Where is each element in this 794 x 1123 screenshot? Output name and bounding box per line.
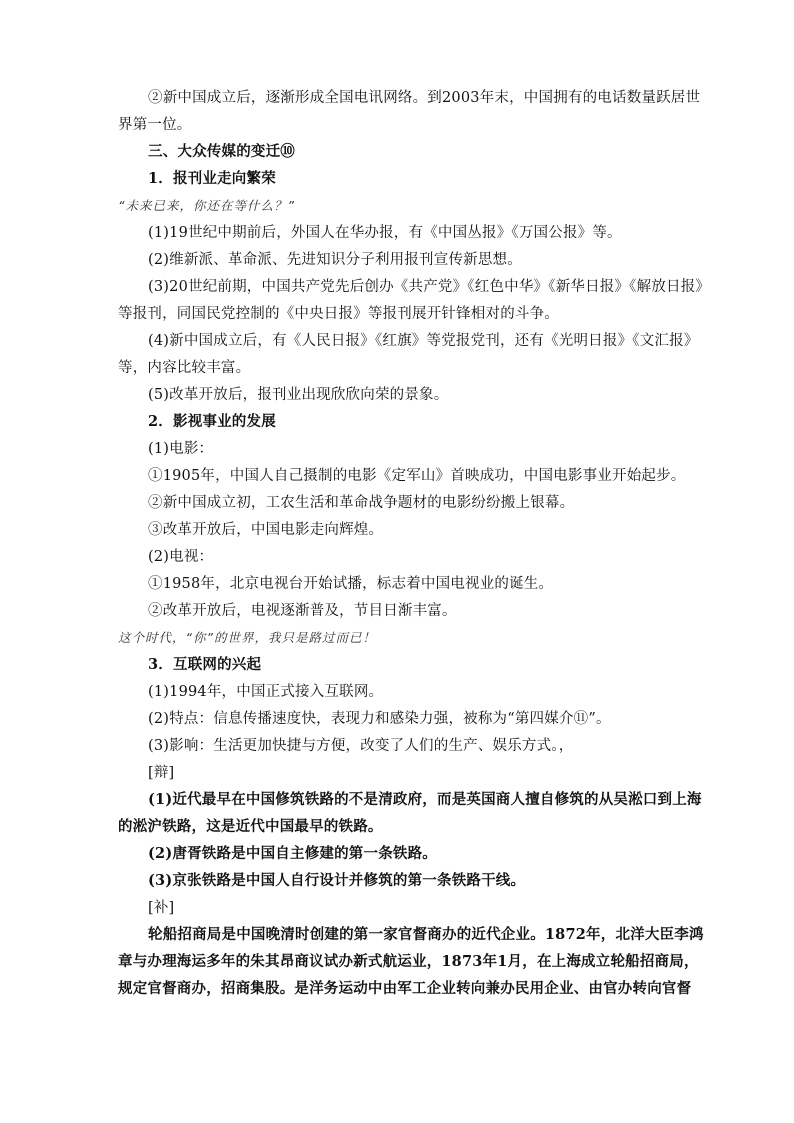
section-heading: 三、大众传媒的变迁⑩ [148, 143, 295, 160]
paragraph-line: ③改革开放后，中国电影走向辉煌。 [148, 522, 384, 538]
paragraph-line: ①1905年，中国人自己摄制的电影《定军山》首映成功，中国电影事业开始起步。 [148, 468, 686, 484]
paragraph-line: (4)新中国成立后，有《人民日报》《红旗》等党报党刊，还有《光明日报》《文汇报》 [148, 333, 699, 349]
paragraph-line: 的淞沪铁路，这是近代中国最早的铁路。 [118, 818, 383, 835]
paragraph-line: (1)电影： [148, 441, 214, 457]
paragraph-line: 等，内容比较丰富。 [118, 360, 251, 376]
paragraph-line: 界第一位。 [118, 117, 192, 133]
paragraph-line: (1)19世纪中期前后，外国人在华办报，有《中国丛报》《万国公报》等。 [148, 225, 622, 241]
paragraph-line: 章与办理海运多年的朱其昂商议试办新式航运业，1873年1月，在上海成立轮船招商局， [118, 953, 699, 970]
paragraph-line: 等报刊，同国民党控制的《中央日报》等报刊展开针锋相对的斗争。 [118, 306, 559, 322]
paragraph-line: 轮船招商局是中国晚清时创建的第一家官督商办的近代企业。1872年，北洋大臣李鸿 [148, 926, 704, 943]
bracket-label: [补] [148, 900, 175, 916]
handwritten-note: 这个时代，“你”的世界，我只是路过而已！ [118, 630, 376, 645]
paragraph-line: ②新中国成立初，工农生活和革命战争题材的电影纷纷搬上银幕。 [148, 495, 575, 511]
subsection-heading: 2．影视事业的发展 [148, 413, 276, 430]
paragraph-line: (2)唐胥铁路是中国自主修建的第一条铁路。 [148, 845, 438, 862]
paragraph-line: (3)京张铁路是中国人自行设计并修筑的第一条铁路干线。 [148, 872, 526, 889]
paragraph-line: (3)影响：生活更加快捷与方便，改变了人们的生产、娱乐方式。， [148, 738, 574, 754]
paragraph-line: (2)特点：信息传播速度快，表现力和感染力强，被称为“第四媒介⑪”。 [148, 711, 611, 727]
paragraph-line: 规定官督商办，招商集股。是洋务运动中由军工企业转向兼办民用企业、由官办转向官督 [118, 980, 692, 997]
subsection-heading: 1．报刊业走向繁荣 [148, 170, 276, 187]
paragraph-line: (2)维新派、革命派、先进知识分子利用报刊宣传新思想。 [148, 252, 522, 268]
paragraph-line: (1)近代最早在中国修筑铁路的不是清政府，而是英国商人擅自修筑的从吴淞口到上海 [148, 791, 702, 808]
paragraph-line: (3)20世纪前期，中国共产党先后创办《共产党》《红色中华》《新华日报》《解放日报》 [148, 279, 711, 295]
paragraph-line: ②改革开放后，电视逐渐普及，节目日渐丰富。 [148, 603, 457, 619]
paragraph-line: ②新中国成立后，逐渐形成全国电讯网络。到2003年末，中国拥有的电话数量跃居世 [148, 90, 701, 106]
handwritten-note: “未来已来，你还在等什么？” [118, 198, 295, 213]
subsection-heading: 3．互联网的兴起 [148, 656, 262, 673]
paragraph-line: (2)电视： [148, 549, 214, 565]
paragraph-line: (1)1994年，中国正式接入互联网。 [148, 684, 384, 700]
paragraph-line: ①1958年，北京电视台开始试播，标志着中国电视业的诞生。 [148, 576, 554, 592]
bracket-label: [辩] [148, 765, 175, 781]
paragraph-line: (5)改革开放后，报刊业出现欣欣向荣的景象。 [148, 387, 449, 403]
